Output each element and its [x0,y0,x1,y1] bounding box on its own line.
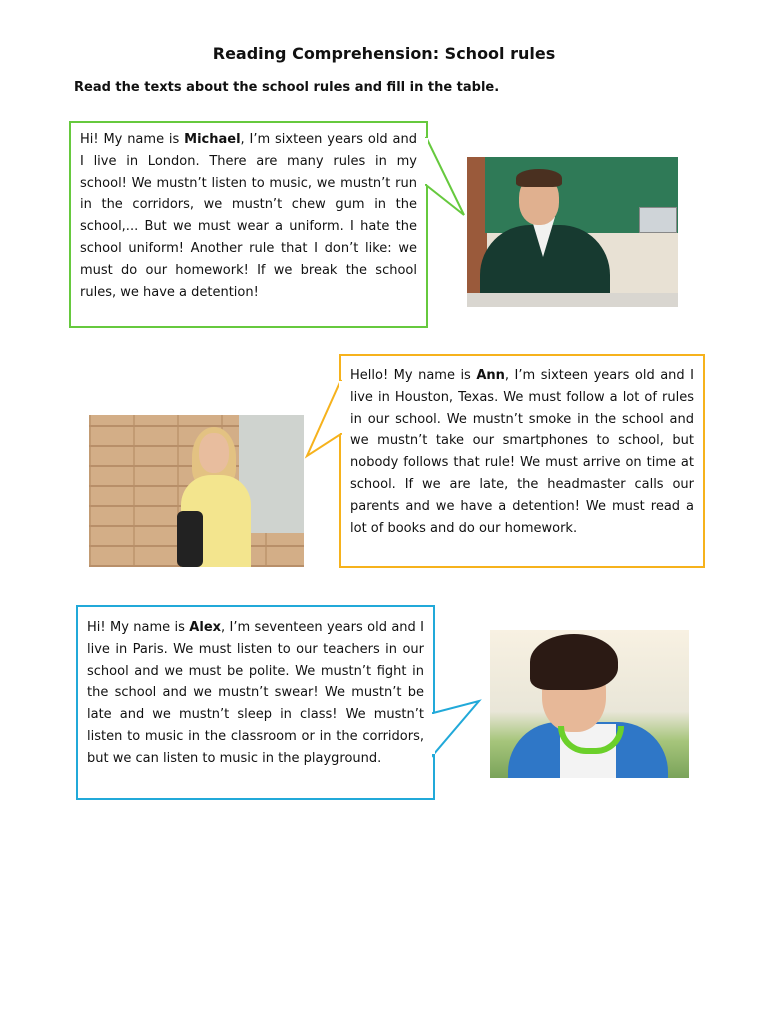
page-title: Reading Comprehension: School rules [212,44,556,63]
speaker-name: Michael [184,132,241,147]
greeting: Hi! My name is [80,132,185,147]
photo-michael [467,157,678,307]
greeting: Hello! My name is [350,368,477,383]
speech-bubble-michael [69,121,428,328]
bubble-pointer [307,380,343,460]
bubble-pointer [433,701,483,761]
speaker-name: Ann [476,368,505,383]
text-body: , I’m sixteen years old and I live in London. There are many rules in my school! We mustn’t listen to music, we mustn’t run in the corridors, we mustn’t chew gum in the school,... But we must wear a uniform. I hate the school uniform! Another rule that I don’t like: we must do our homework! If we break the school rules, we have a detention! [80,132,417,300]
photo-ann [89,415,304,567]
bubble-pointer [426,137,466,217]
speech-bubble-alex [76,605,435,800]
text-body: , I’m sixteen years old and I live in Houston, Texas. We must follow a lot of rules in our school. We mustn’t smoke in the school and we mustn’t take our smartphones to school, but nobody follows that rule! We must arrive on time at school. If we are late, the headmaster calls our parents and we have a detention! We must read a lot of books and do our homework. [350,368,694,536]
instructions: Read the texts about the school rules and fill in the table. [74,80,500,95]
bubble-text [350,365,694,539]
speaker-name: Alex [189,620,222,635]
speech-bubble-ann [339,354,705,568]
bubble-text [80,129,417,303]
greeting: Hi! My name is [87,620,190,635]
photo-alex [490,630,689,778]
bubble-text [87,617,424,770]
text-body: , I’m seventeen years old and I live in Paris. We must listen to our teachers in our school and we must be polite. We mustn’t fight in the school and we mustn’t swear! We mustn’t be late and we mustn’t sleep in class! We mustn’t listen to music in the classroom or in the corridors, but we can listen to music in the playground. [87,620,424,766]
